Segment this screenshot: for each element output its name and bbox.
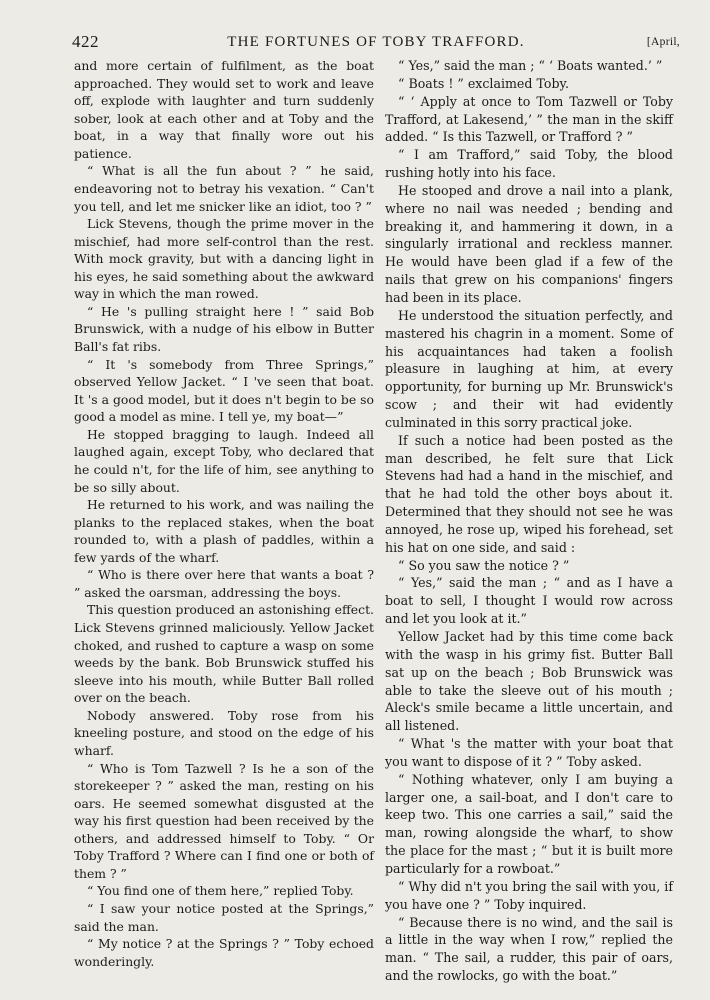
paragraph: “ You find one of them here,” replied Toby. (87, 883, 354, 899)
paragraph: “ I saw your notice posted at the Springs,” said the man. (74, 901, 374, 934)
paragraph: “ I am Trafford,” said Toby, the blood rushing hotly into his face. (385, 147, 673, 181)
paragraph: Nobody answered. Toby rose from his kneeling posture, and stood on the edge of his wharf. (74, 707, 374, 758)
paragraph: “ Because there is no wind, and the sail is a little in the way when I row,” replied the man. “ The sail, a rudder, this pair of oars, and the rowlocks, go with the boat.” (385, 914, 673, 984)
running-title: THE FORTUNES OF TOBY TRAFFORD. (227, 34, 525, 50)
paragraph: “ ‘ Apply at once to Tom Tazwell or Toby Trafford, at Lakesend,’ ” the man in the skiff added. “ Is this Tazwell, or Trafford ? ” (385, 93, 673, 145)
paragraph: “ He 's pulling straight here ! ” said Bob Brunswick, with a nudge of his elbow in Butter Ball's fat ribs. (74, 303, 374, 354)
paragraph: “ Nothing whatever, only I am buying a larger one, a sail-boat, and I don't care to keep two. This one carries a sail,” said the man, rowing alongside the wharf, to show the place for the mast ; “ but it is built more particularly for a rowboat.” (385, 771, 673, 876)
paragraph: “ Who is Tom Tazwell ? Is he a son of the storekeeper ? ” asked the man, resting on his oars. He seemed somewhat disgusted at the way his first question had been received by the others, and addressed himself to Toby. “ Or Toby Trafford ? Where can I find one or both of them ? ” (74, 760, 374, 881)
paragraph: He returned to his work, and was nailing the planks to the replaced stakes, when the boat rounded to, with a plash of paddles, within a few yards of the wharf. (74, 497, 374, 565)
right-column (385, 57, 673, 985)
paragraph: Lick Stevens, though the prime mover in the mischief, had more self-control than the rest. With mock gravity, but with a dancing light in his eyes, he said something about the awkward way in which the man rowed. (74, 216, 374, 302)
left-column (74, 57, 374, 970)
paragraph: He stooped and drove a nail into a plank, where no nail was needed ; bending and breaking it, and hammering it down, in a singularly irrational and reckless manner. He would have been glad if a few of the nails that grew on his companions' fingers had been in its place. (385, 182, 673, 305)
paragraph: This question produced an astonishing effect. Lick Stevens grinned maliciously. Yellow Jacket choked, and rushed to capture a wasp on some weeds by the bank. Bob Brunswick stuffed his sleeve into his mouth, while Butter Ball rolled over on the beach. (74, 602, 374, 706)
paragraph: “ Why did n't you bring the sail with you, if you have one ? ” Toby inquired. (385, 878, 673, 912)
paragraph: “ What 's the matter with your boat that you want to dispose of it ? ” Toby asked. (385, 736, 673, 769)
paragraph: “ Yes,” said the man ; “ and as I have a boat to sell, I thought I would row across and let you look at it.” (385, 575, 673, 627)
paragraph: “ What is all the fun about ? ” he said, endeavoring not to betray his vexation. “ Can't you tell, and let me snicker like an idiot, too ? ” (74, 163, 374, 214)
paragraph: “ Boats ! ” exclaimed Toby. (398, 75, 569, 91)
paragraph: Yellow Jacket had by this time come back with the wasp in his grimy fist. Butter Ball sat up on the beach ; Bob Brunswick was able to take the sleeve out of his mouth ; Aleck's smile became a little uncertain, and all listened. (385, 629, 673, 734)
paragraph: “ It 's somebody from Three Springs,” observed Yellow Jacket. “ I 've seen that boat. It 's a good model, but it does n't begin to be so good a model as mine. I tell ye, my boat—” (74, 356, 374, 425)
issue-month: [April, (646, 36, 680, 48)
paragraph: “ Who is there over here that wants a boat ? ” asked the oarsman, addressing the boys. (74, 567, 374, 600)
paragraph: and more certain of fulfilment, as the boat approached. They would set to work and leave off, explode with laughter and turn suddenly sober, look at each other and at Toby and the boat, in a way that finally wore out his patience. (74, 58, 374, 161)
paragraph: “ Yes,” said the man ; “ ‘ Boats wanted.’ ” (398, 58, 663, 73)
paragraph: “ So you saw the notice ? ” (398, 557, 570, 573)
paragraph: “ My notice ? at the Springs ? ” Toby echoed wonderingly. (74, 936, 374, 969)
paragraph: He stopped bragging to laugh. Indeed all laughed again, except Toby, who declared that he could n't, for the life of him, see anything to be so silly about. (74, 426, 374, 495)
page-number: 422 (72, 32, 99, 51)
running-header (72, 32, 680, 54)
paragraph: He understood the situation perfectly, and mastered his chagrin in a moment. Some of his acquaintances had taken a foolish pleasure in laughing at him, at every opportunity, for burning up Mr. Brunswick's scow ; and their wit had evidently culminated in this sorry practical joke. (385, 307, 673, 430)
paragraph: If such a notice had been posted as the man described, he felt sure that Lick Stevens had had a hand in the mischief, and that he had told the other boys about it. Determined that they should not see he was annoyed, he rose up, wiped his forehead, set his hat on one side, and said : (385, 432, 673, 555)
